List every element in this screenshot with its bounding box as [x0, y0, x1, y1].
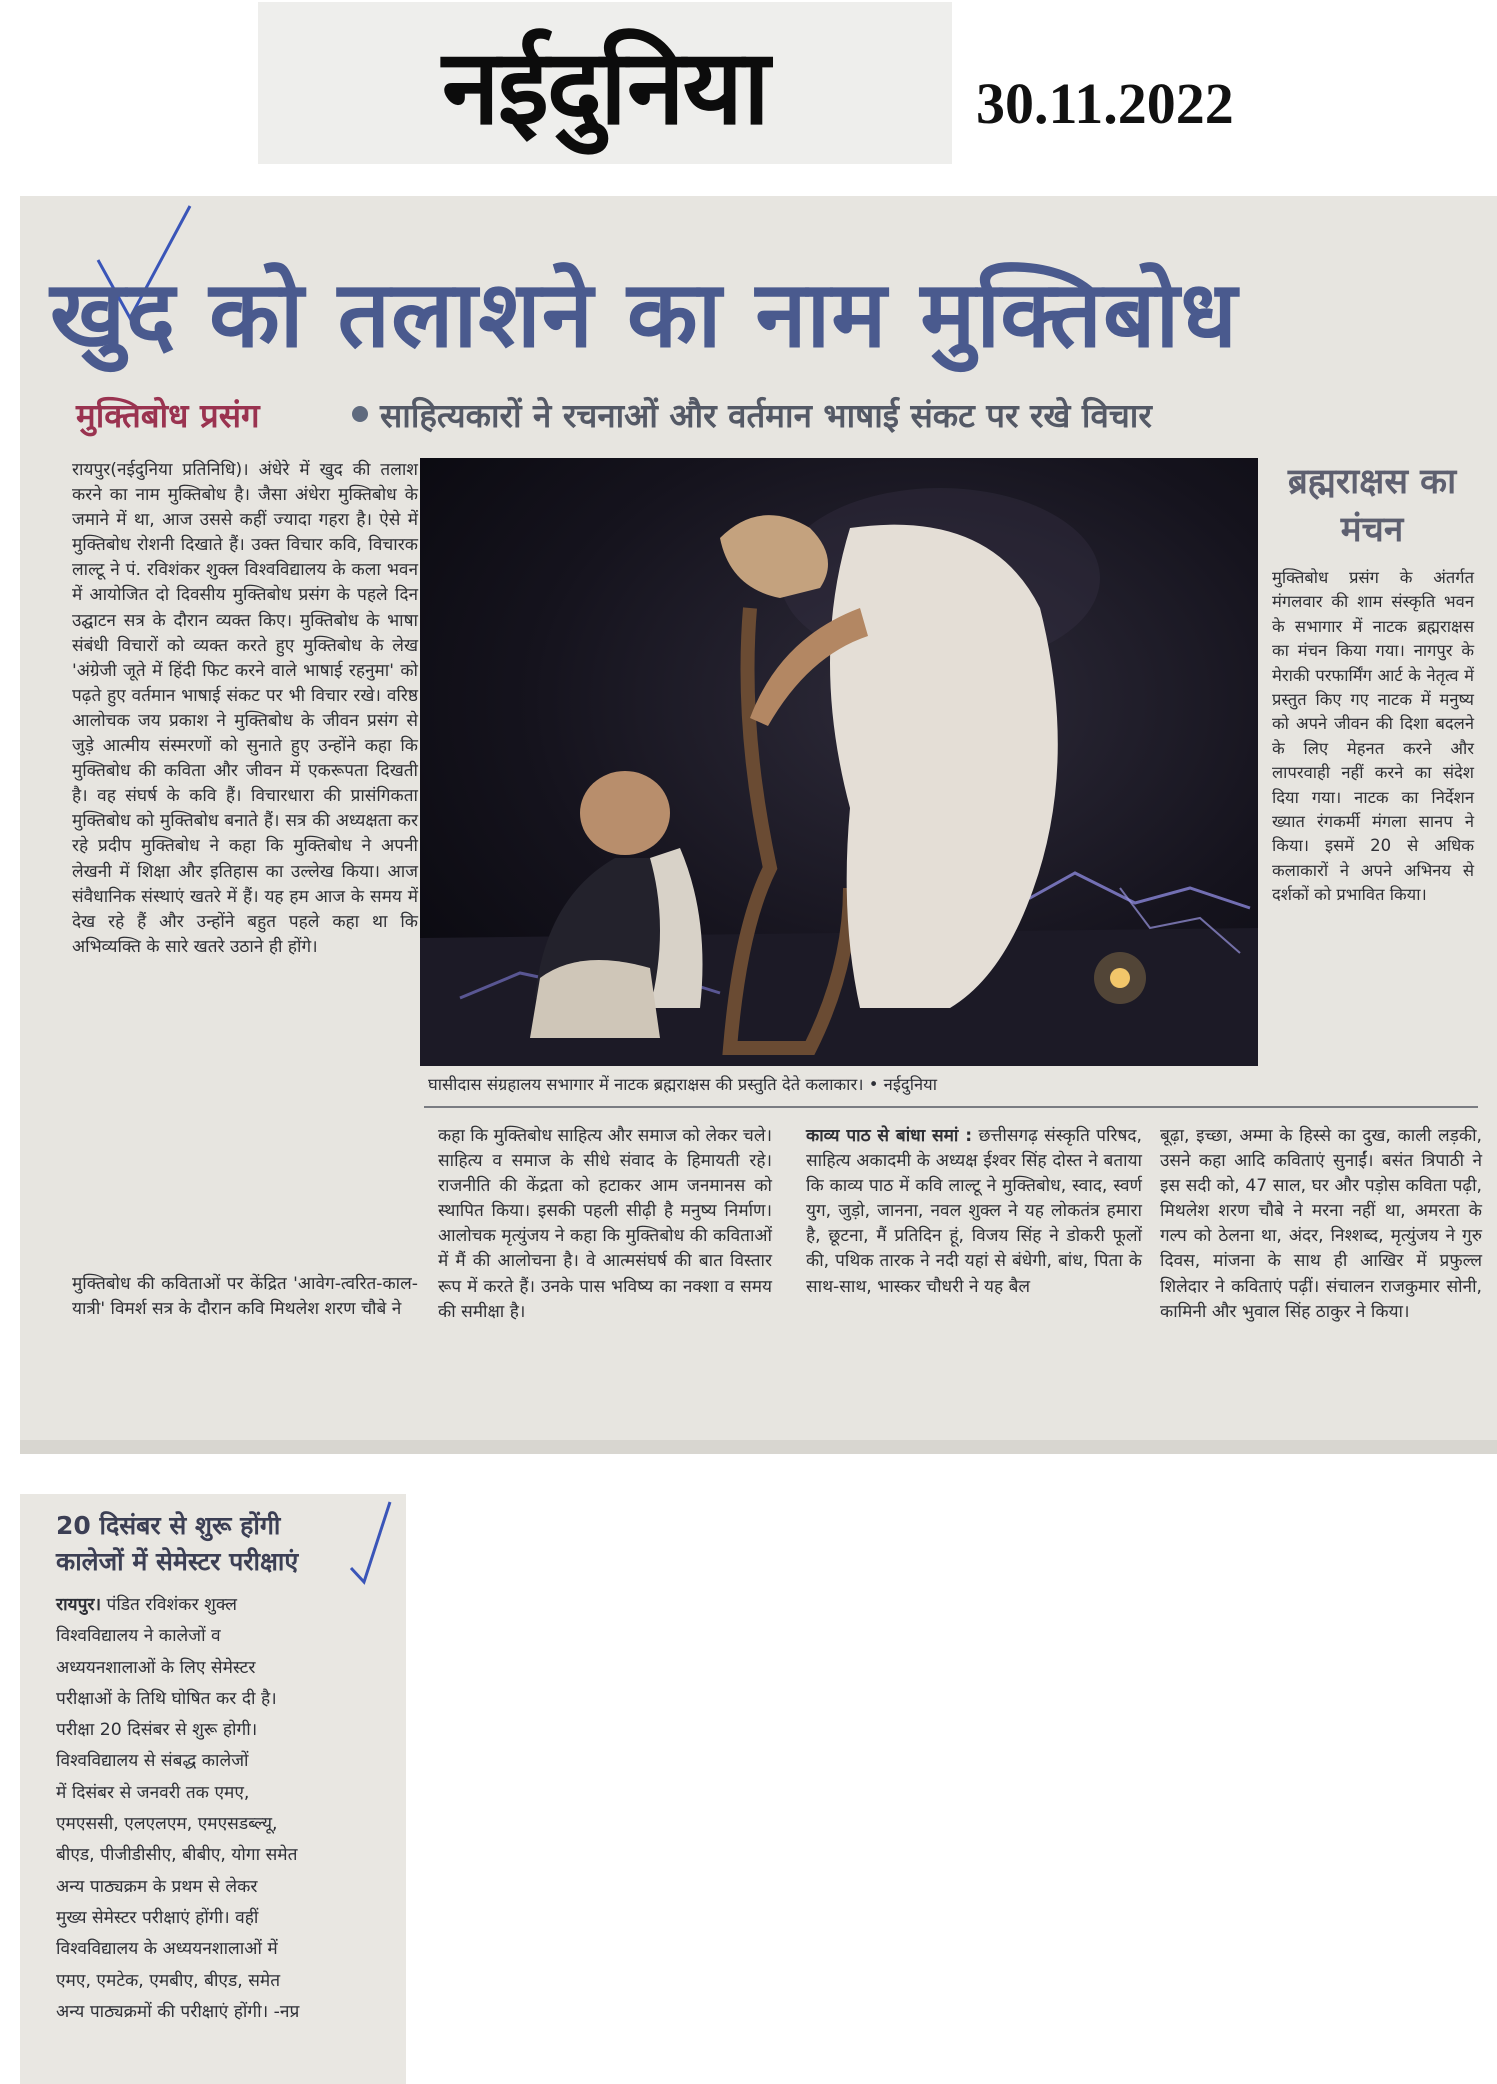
exam-news-line: अन्य पाठ्यक्रम के प्रथम से लेकर: [56, 1876, 258, 1897]
exam-news-line: एमएससी, एलएलएम, एमएसडब्ल्यू,: [56, 1814, 278, 1835]
article-column-2: कहा कि मुक्तिबोध साहित्य और समाज को लेकर चले। साहित्य व समाज के सीधे संवाद के हिमायती रहे। राजनीति की केंद्रता को हटाकर आम जनमानस को स्थापित किया। इसकी पहली सीढ़ी है मनुष्य निर्माण। आलोचक मृत्युंजय ने कहा कि मुक्तिबोध की कविताओं में मैं की आलोचना है। वे आत्मसंघर्ष की बात विस्तार रूप में करते हैं। उनके पास भविष्य का नक्शा व समय की समीक्षा है।: [438, 1126, 772, 1322]
exam-news-headline: [56, 1508, 298, 1580]
column-3-text: छत्तीसगढ़ संस्कृति परिषद, साहित्य अकादमी के अध्यक्ष ईश्वर सिंह दोस्त ने बताया कि काव्य पाठ में कवि लाल्टू ने मुक्तिबोध, स्वाद, स्वर्ण युग, जुड़ो, जानना, नवल शुक्ल ने यह लोकतंत्र हमारा है, छूटना, मैं प्रतिदिन हूं, विजय सिंह ने डोकरी फूलों की, पथिक तारक ने नदी यहां से बंधेगी, बांध, पिता के साथ-साथ, भास्कर चौधरी ने यह बैल: [806, 1126, 1142, 1297]
column-3-subheading: काव्य पाठ से बांधा समां :: [806, 1126, 973, 1146]
clipping-edge: [20, 1440, 1497, 1454]
exam-news-dateline: रायपुर।: [56, 1595, 102, 1615]
exam-news-line: अध्ययनशालाओं के लिए सेमेस्टर: [56, 1657, 256, 1678]
pen-mark-icon: [346, 1498, 396, 1588]
exam-news-line: परीक्षा 20 दिसंबर से शुरू होगी।: [56, 1720, 258, 1741]
exam-news-line: विश्वविद्यालय ने कालेजों व: [56, 1626, 221, 1647]
exam-headline-line-2: कालेजों में सेमेस्टर परीक्षाएं: [56, 1547, 299, 1576]
exam-news-line: अन्य पाठ्यक्रमों की परीक्षाएं होंगी। -नप्र: [56, 2001, 300, 2022]
newspaper-masthead: [258, 2, 952, 164]
exam-news-line: एमए, एमटेक, एमबीए, बीएड, समेत: [56, 1970, 281, 1991]
exam-news-line: मुख्य सेमेस्टर परीक्षाएं होंगी। वहीं: [56, 1907, 259, 1928]
exam-news-clipping: [20, 1494, 406, 2084]
exam-news-body: [56, 1590, 396, 2028]
exam-news-line: बीएड, पीजीडीसीए, बीबीए, योगा समेत: [56, 1845, 298, 1866]
exam-news-line: में दिसंबर से जनवरी तक एमए,: [56, 1782, 250, 1803]
column-divider: [424, 1106, 1478, 1108]
bullet-dot-icon: [352, 406, 368, 422]
exam-news-line: पंडित रविशंकर शुक्ल: [101, 1595, 238, 1615]
sidebar-headline: ब्रह्मराक्षस का मंचन: [1287, 462, 1457, 550]
photo-caption: घासीदास संग्रहालय सभागार में नाटक ब्रह्मराक्षस की प्रस्तुति देते कलाकार। • नईदुनिया: [428, 1075, 937, 1094]
stage-scene-illustration: [420, 458, 1258, 1066]
publication-date: 30.11.2022: [976, 71, 1234, 136]
article-kicker: मुक्तिबोध प्रसंग: [76, 396, 260, 435]
play-performance-photo: [420, 458, 1258, 1066]
article-column-4: बूढ़ा, इच्छा, अम्मा के हिस्से का दुख, काली लड़की, उसने कहा आदि कविताएं सुनाईं। बसंत त्रिपाठी ने इस सदी को, 47 साल, घर और पड़ोस कविता पढ़ी, मिथलेश शरण चौबे ने मरना नहीं था, अमरता के गल्प को ठेलना था, अंदर, निश्शब्द, मृत्युंजय ने गुरु दिवस, मांजना के साथ ही आखिर में प्रफुल्ल शिलेदार ने कविताएं पढ़ीं। संचालन राजकुमार सोनी, कामिनी और भुवाल सिंह ठाकुर ने किया।: [1160, 1126, 1482, 1322]
sidebar-text: मुक्तिबोध प्रसंग के अंतर्गत मंगलवार की शाम संस्कृति भवन के सभागार में नाटक ब्रह्मराक्षस का मंचन किया गया। नागपुर के मेराकी परफार्मिंग आर्ट के नेतृत्व में प्रस्तुत किए गए नाटक में मनुष्य को अपने जीवन की दिशा बदलने के लिए मेहनत करने और लापरवाही नहीं करने का संदेश दिया गया। नाटक का निर्देशन ख्यात रंगकर्मी मंगला सानप ने किया। इसमें 20 से अधिक कलाकारों ने अपने अभिनय से दर्शकों को प्रभावित किया।: [1272, 568, 1474, 905]
exam-headline-line-1: 20 दिसंबर से शुरू होंगी: [56, 1511, 281, 1540]
exam-news-line: विश्वविद्यालय के अध्ययनशालाओं में: [56, 1939, 278, 1960]
article-column-1-continued: मुक्तिबोध की कविताओं पर केंद्रित 'आवेग-त्वरित-काल-यात्री' विमर्श सत्र के दौरान कवि मिथलेश शरण चौबे ने: [72, 1274, 418, 1320]
article-headline: खुद को तलाशने का नाम मुक्तिबोध: [50, 261, 1238, 368]
newspaper-title: नईदुनिया: [442, 25, 768, 148]
article-subheadline: साहित्यकारों ने रचनाओं और वर्तमान भाषाई संकट पर रखे विचार: [380, 396, 1152, 435]
exam-news-line: परीक्षाओं के तिथि घोषित कर दी है।: [56, 1688, 277, 1709]
article-column-1: रायपुर(नईदुनिया प्रतिनिधि)। अंधेरे में खुद की तलाश करने का नाम मुक्तिबोध है। जैसा अंधेरा मुक्तिबोध के जमाने में था, आज उससे कहीं ज्यादा गहरा है। ऐसे में मुक्तिबोध रोशनी दिखाते हैं। उक्त विचार कवि, विचारक लाल्टू ने पं. रविशंकर शुक्ल विश्वविद्यालय के कला भवन में आयोजित दो दिवसीय मुक्तिबोध प्रसंग के पहले दिन उद्घाटन सत्र के दौरान व्यक्त किए। मुक्तिबोध के भाषा संबंधी विचारों को व्यक्त करते हुए मुक्तिबोध के लेख 'अंग्रेजी जूते में हिंदी फिट करने वाले भाषाई रहनुमा' को पढ़ते हुए वर्तमान भाषाई संकट पर भी विचार रखे। वरिष्ठ आलोचक जय प्रकाश ने मुक्तिबोध के जीवन प्रसंग से जुड़े आत्मीय संस्मरणों को सुनाते हुए उन्होंने कहा कि मुक्तिबोध की कविता और जीवन में एकरूपता दिखती है। वह संघर्ष के कवि हैं। विचारधारा की प्रासंगिकता मुक्तिबोध को मुक्तिबोध बनाते हैं। सत्र की अध्यक्षता कर रहे प्रदीप मुक्तिबोध ने कहा कि मुक्तिबोध ने अपनी लेखनी में शिक्षा और इतिहास का उल्लेख किया। आज संवैधानिक संस्थाएं खतरे में हैं। यह हम आज के समय में देख रहे हैं और उन्होंने बहुत पहले कहा था कि अभिव्यक्ति के सारे खतरे उठाने ही होंगे।: [72, 460, 418, 957]
exam-news-line: विश्वविद्यालय से संबद्ध कालेजों: [56, 1751, 249, 1772]
article-column-3: [806, 1124, 1142, 1300]
main-article-clipping: [20, 196, 1497, 1454]
